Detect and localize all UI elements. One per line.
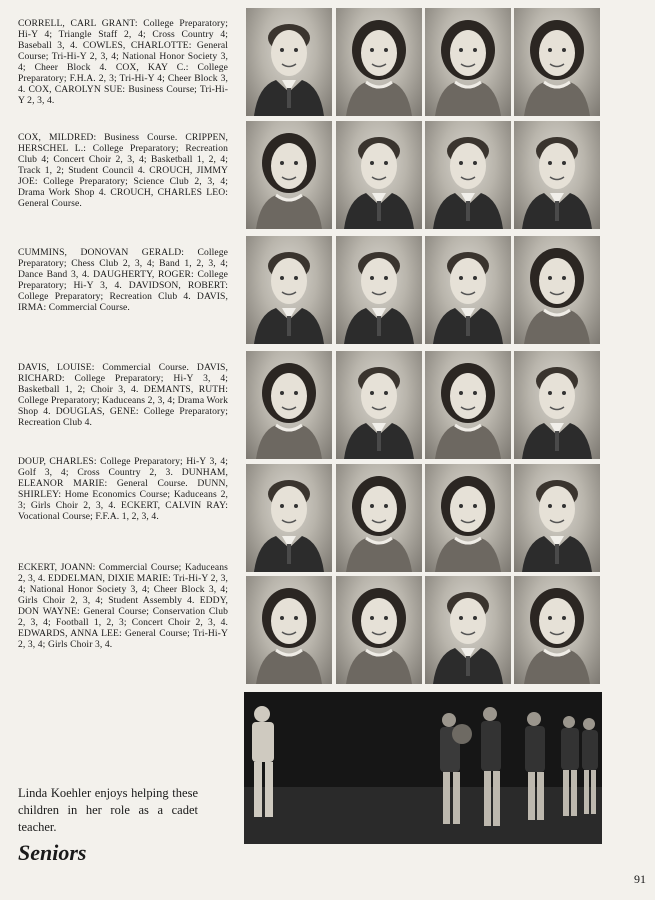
senior-portrait: [246, 236, 332, 344]
senior-portrait: [246, 464, 332, 572]
senior-portrait: [514, 464, 600, 572]
cadet-teacher-photo: [244, 692, 602, 844]
senior-portrait: [336, 576, 422, 684]
senior-portrait: [425, 121, 511, 229]
senior-portrait: [425, 464, 511, 572]
senior-portrait: [246, 8, 332, 116]
senior-portrait: [514, 576, 600, 684]
senior-entry-6: ECKERT, JOANN: Commercial Course; Kaduceans 2, 3, 4. EDDELMAN, DIXIE MARIE: Tri-Hi-Y 2, 3, 4; National Honor Society 3, 4; Cheer Block 3, 4; Girls Choir 2, 3, 4; Student Assembly 4. EDDY, DON WAYNE: General Course; Conservation Club 2, 3, 4; Football 1, 2, 3; Concert Choir 2, 3, 4. EDWARDS, ANNA LEE: General Course; Tri-Hi-Y 2, 3, 4; Girls Choir 3, 4.: [18, 561, 228, 651]
senior-portrait: [336, 8, 422, 116]
senior-portrait: [425, 351, 511, 459]
senior-portrait: [336, 236, 422, 344]
senior-entry-3: CUMMINS, DONOVAN GERALD: College Preparatory; Chess Club 2, 3, 4; Band 1, 2, 3, 4; Dance Band 3, 4. DAUGHERTY, ROGER: College Preparatory; Hi-Y 3, 4. DAVIDSON, ROBERT: College Preparatory; Recreation Club 4. DAVIS, IRMA: Commercial Course.: [18, 246, 228, 314]
senior-portrait: [425, 236, 511, 344]
senior-portrait: [514, 8, 600, 116]
senior-entry-5: DOUP, CHARLES: College Preparatory; Hi-Y 3, 4; Golf 3, 4; Cross Country 2, 3. DUNHAM, ELEANOR MARIE: General Course. DUNN, SHIRLEY: Home Economics Course; Kaduceans 2, 3; Girls Choir 2, 3, 4. ECKERT, CALVIN RAY: Vocational Course; F.F.A. 1, 2, 3, 4.: [18, 455, 228, 523]
senior-portrait: [246, 351, 332, 459]
senior-portrait: [514, 121, 600, 229]
senior-portrait: [336, 121, 422, 229]
senior-portrait: [425, 8, 511, 116]
senior-portrait: [336, 351, 422, 459]
senior-portrait: [246, 576, 332, 684]
senior-portrait: [336, 464, 422, 572]
senior-entry-4: DAVIS, LOUISE: Commercial Course. DAVIS, RICHARD: College Preparatory; Hi-Y 3, 4; Basketball 1, 2; Choir 3, 4. DEMANTS, RUTH: College Preparatory; Kaduceans 2, 3, 4; Drama Work Shop 4. DOUGLAS, GENE: College Preparatory; Recreation Club 4.: [18, 361, 228, 429]
senior-portrait: [425, 576, 511, 684]
page-number: 91: [634, 872, 646, 886]
senior-portrait: [514, 351, 600, 459]
senior-portrait: [514, 236, 600, 344]
senior-entry-1: CORRELL, CARL GRANT: College Preparatory; Hi-Y 4; Triangle Staff 2, 4; Cross Country 4; Baseball 3, 4. COWLES, CHARLOTTE: General Course; Tri-Hi-Y 2, 3, 4; National Honor Society 3, 4; Cheer Block 4. COX, KAY C.: College Preparatory; F.H.A. 2, 3; Tri-Hi-Y 4; Cheer Block 3, 4. COX, CAROLYN SUE: Business Course; Tri-Hi-Y 2, 3, 4.: [18, 17, 228, 107]
photo-caption: Linda Koehler enjoys helping these children in her role as a cadet teacher.: [18, 785, 198, 834]
senior-entry-2: COX, MILDRED: Business Course. CRIPPEN, HERSCHEL L.: College Preparatory; Recreation Club 4; Concert Choir 2, 3, 4; Basketball 1, 2, 4; Track 1, 2; Student Council 4. CROUCH, JIMMY JOE: College Preparatory; Science Club 2, 3, 4; Drama Work Shop 4. CROUCH, CHARLES LEO: General Course.: [18, 131, 228, 210]
section-title: Seniors: [18, 840, 87, 865]
senior-portrait: [246, 121, 332, 229]
